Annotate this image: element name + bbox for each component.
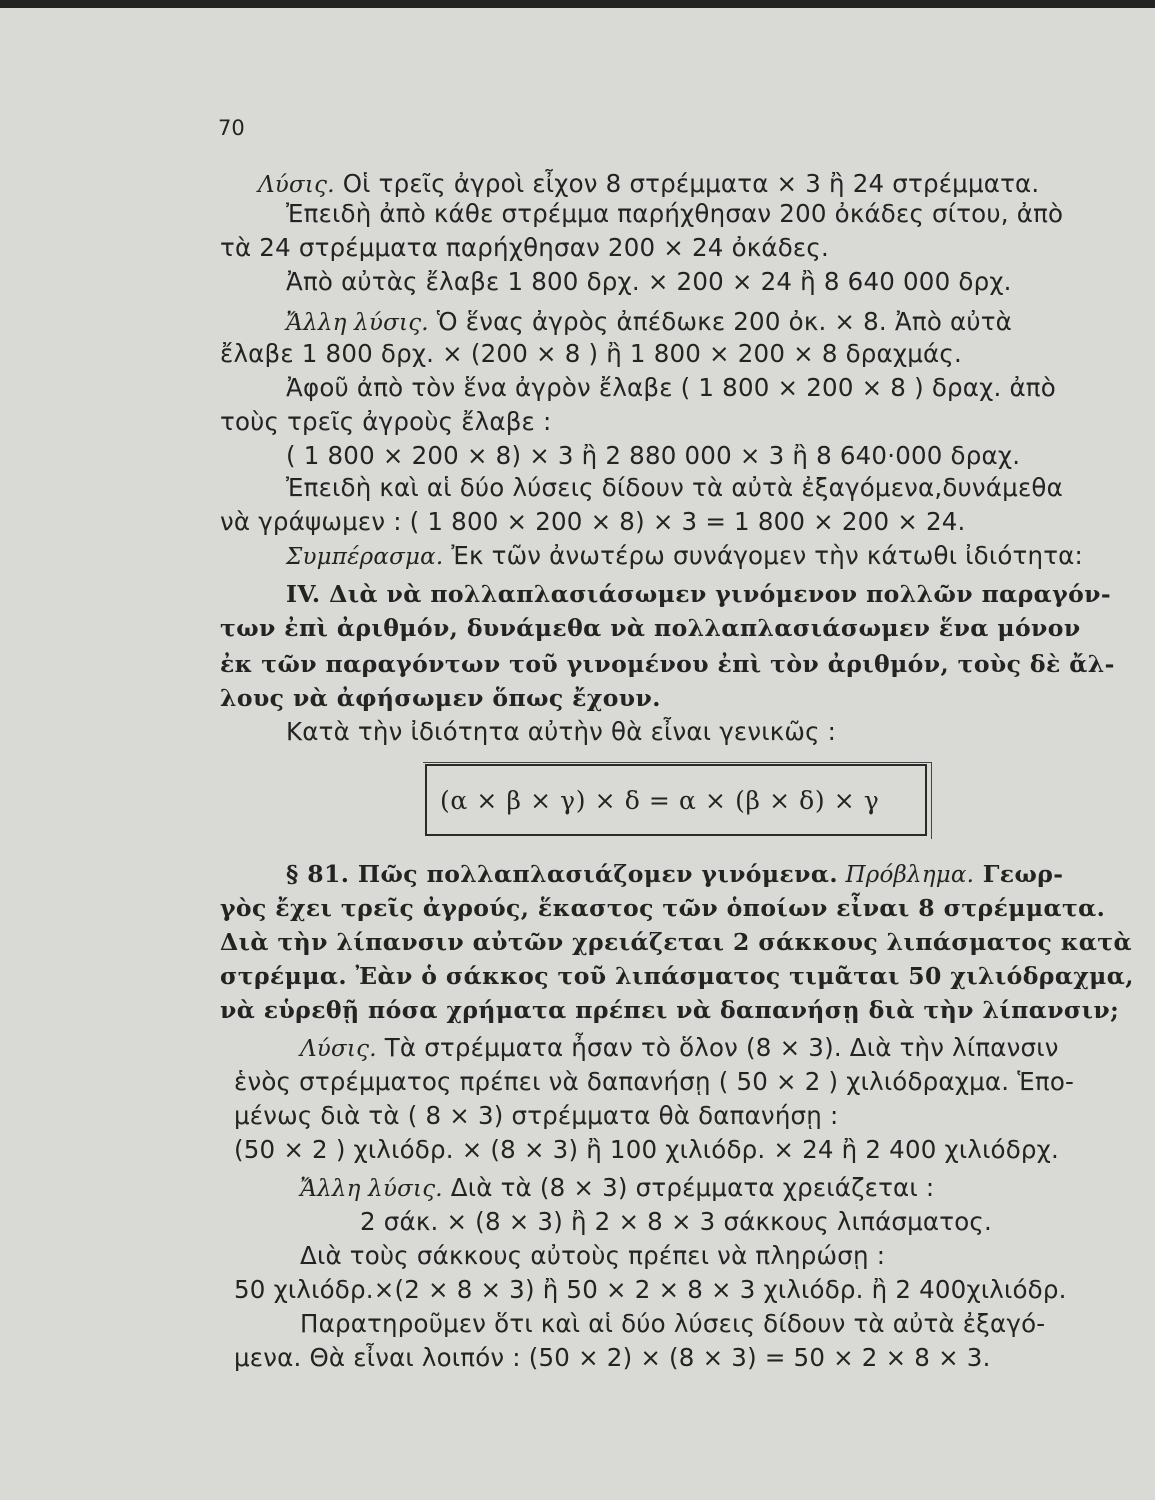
text-span: Ἐπειδὴ καὶ αἱ δύο λύσεις δίδουν τὰ αὐτὰ ἐξαγόμενα,δυνάμεθα bbox=[286, 473, 1063, 502]
italic-heading: Λύσις. bbox=[258, 172, 335, 198]
page-number: 70 bbox=[218, 116, 245, 140]
text-span: (50 × 2 ) χιλιόδρ. × (8 × 3) ἢ 100 χιλιόδρ. × 24 ἢ 2 400 χιλιόδρχ. bbox=[234, 1135, 1060, 1164]
text-line bbox=[220, 652, 1115, 677]
text-line bbox=[234, 1101, 839, 1130]
text-span: 50 χιλιόδρ.×(2 × 8 × 3) ἢ 50 × 2 × 8 × 3 χιλιόδρ. ἢ 2 400χιλιόδρ. bbox=[234, 1275, 1067, 1304]
text-line bbox=[234, 1343, 991, 1372]
text-span: ( 1 800 × 200 × 8) × 3 ἢ 2 880 000 × 3 ἢ 8 640·000 δραχ. bbox=[286, 441, 1021, 470]
italic-heading: Συμπέρασμα. bbox=[286, 544, 444, 570]
text-line bbox=[300, 1173, 935, 1202]
text-line bbox=[220, 616, 1081, 641]
text-line bbox=[234, 1275, 1067, 1304]
text-line bbox=[286, 267, 1012, 296]
bold-text: IV. Διὰ νὰ πολλαπλασιάσωμεν γινόμενον πολλῶν παραγόν- bbox=[286, 580, 1112, 608]
bold-text: των ἐπὶ ἀριθμόν, δυνάμεθα νὰ πολλαπλασιάσωμεν ἕνα μόνον bbox=[220, 614, 1081, 642]
text-line bbox=[286, 373, 1056, 402]
text-span: Ἐπειδὴ ἀπὸ κάθε στρέμμα παρήχθησαν 200 ὀκάδες σίτου, ἀπὸ bbox=[286, 199, 1064, 228]
text-line bbox=[220, 233, 829, 262]
text-line bbox=[286, 473, 1063, 502]
text-line bbox=[286, 307, 1013, 336]
formula: (α × β × γ) × δ = α × (β × δ) × γ bbox=[440, 786, 880, 815]
text-line bbox=[220, 339, 962, 368]
text-span: Ἐκ τῶν ἀνωτέρω συνάγομεν τὴν κάτωθι ἰδιότητα: bbox=[443, 541, 1083, 570]
bold-text: νὰ εὑρεθῇ πόσα χρήματα πρέπει νὰ δαπανήσῃ διὰ τὴν λίπανσιν; bbox=[220, 996, 1120, 1024]
bold-text: Διὰ τὴν λίπανσιν αὐτῶν χρειάζεται 2 σάκκους λιπάσματος κατὰ bbox=[220, 928, 1132, 956]
text-line bbox=[286, 199, 1064, 228]
bold-text: Γεωρ- bbox=[974, 860, 1064, 888]
text-line bbox=[300, 1309, 1046, 1338]
text-line bbox=[220, 407, 552, 436]
bold-text: § 81. Πῶς πολλαπλασιάζομεν γινόμενα. bbox=[286, 860, 838, 888]
text-span: Ὁ ἕνας ἀγρὸς ἀπέδωκε 200 ὀκ. × 8. Ἀπὸ αὐτὰ bbox=[428, 307, 1013, 336]
text-span: μένως διὰ τὰ ( 8 × 3) στρέμματα θὰ δαπανήσῃ : bbox=[234, 1101, 839, 1130]
text-line bbox=[286, 717, 837, 746]
text-span: Διὰ τοὺς σάκκους αὐτοὺς πρέπει νὰ πληρώσῃ : bbox=[300, 1241, 886, 1270]
text-line bbox=[220, 507, 966, 536]
bold-text: γὸς ἔχει τρεῖς ἀγρούς, ἕκαστος τῶν ὁποίων εἶναι 8 στρέμματα. bbox=[220, 894, 1106, 922]
text-line bbox=[300, 1241, 886, 1270]
text-span: νὰ γράψωμεν : ( 1 800 × 200 × 8) × 3 = 1 800 × 200 × 24. bbox=[220, 507, 966, 536]
text-line bbox=[258, 169, 1040, 198]
text-line bbox=[220, 930, 1132, 955]
text-line bbox=[286, 541, 1083, 570]
text-span: Κατὰ τὴν ἰδιότητα αὐτὴν θὰ εἶναι γενικῶς : bbox=[286, 717, 837, 746]
text-span: ἑνὸς στρέμματος πρέπει νὰ δαπανήσῃ ( 50 × 2 ) χιλιόδραχμα. Ἑπο- bbox=[234, 1067, 1075, 1096]
text-line bbox=[360, 1207, 992, 1236]
text-span: 2 σάκ. × (8 × 3) ἢ 2 × 8 × 3 σάκκους λιπάσματος. bbox=[360, 1207, 992, 1236]
text-span: Οἱ τρεῖς ἀγροὶ εἶχον 8 στρέμματα × 3 ἢ 24 στρέμματα. bbox=[334, 169, 1040, 198]
scan-top-edge bbox=[0, 0, 1155, 8]
text-span: Διὰ τὰ (8 × 3) στρέμματα χρειάζεται : bbox=[442, 1173, 935, 1202]
text-line bbox=[300, 1033, 1059, 1062]
text-span: τὰ 24 στρέμματα παρήχθησαν 200 × 24 ὀκάδες. bbox=[220, 233, 829, 262]
italic-heading: Πρόβλημα. bbox=[837, 862, 975, 888]
text-line bbox=[286, 441, 1021, 470]
text-line bbox=[220, 998, 1119, 1023]
text-span: Τὰ στρέμματα ἦσαν τὸ ὅλον (8 × 3). Διὰ τὴν λίπανσιν bbox=[376, 1033, 1059, 1062]
bold-text: στρέμμα. Ἐὰν ὁ σάκκος τοῦ λιπάσματος τιμᾶται 50 χιλιόδραχμα, bbox=[220, 962, 1134, 990]
bold-text: λους νὰ ἀφήσωμεν ὅπως ἔχουν. bbox=[220, 684, 661, 712]
italic-heading: Λύσις. bbox=[300, 1036, 377, 1062]
text-span: Παρατηροῦμεν ὅτι καὶ αἱ δύο λύσεις δίδουν τὰ αὐτὰ ἐξαγό- bbox=[300, 1309, 1046, 1338]
bold-text: ἐκ τῶν παραγόντων τοῦ γινομένου ἐπὶ τὸν ἀριθμόν, τοὺς δὲ ἄλ- bbox=[220, 650, 1115, 678]
text-span: μενα. Θὰ εἶναι λοιπόν : (50 × 2) × (8 × 3) = 50 × 2 × 8 × 3. bbox=[234, 1343, 991, 1372]
text-line bbox=[286, 582, 1111, 607]
text-line bbox=[220, 896, 1105, 921]
italic-heading: Ἄλλη λύσις. bbox=[300, 1176, 443, 1202]
text-span: ἔλαβε 1 800 δρχ. × (200 × 8 ) ἢ 1 800 × 200 × 8 δραχμάς. bbox=[220, 339, 962, 368]
italic-heading: Ἄλλη λύσις. bbox=[286, 310, 429, 336]
text-line bbox=[234, 1135, 1060, 1164]
text-line bbox=[234, 1067, 1075, 1096]
text-line bbox=[220, 964, 1134, 989]
text-line bbox=[286, 862, 1063, 887]
text-span: τοὺς τρεῖς ἀγροὺς ἔλαβε : bbox=[220, 407, 552, 436]
text-line bbox=[220, 686, 661, 711]
text-span: Ἀφοῦ ἀπὸ τὸν ἕνα ἀγρὸν ἔλαβε ( 1 800 × 200 × 8 ) δραχ. ἀπὸ bbox=[286, 373, 1056, 402]
text-span: Ἀπὸ αὐτὰς ἔλαβε 1 800 δρχ. × 200 × 24 ἢ 8 640 000 δρχ. bbox=[286, 267, 1012, 296]
